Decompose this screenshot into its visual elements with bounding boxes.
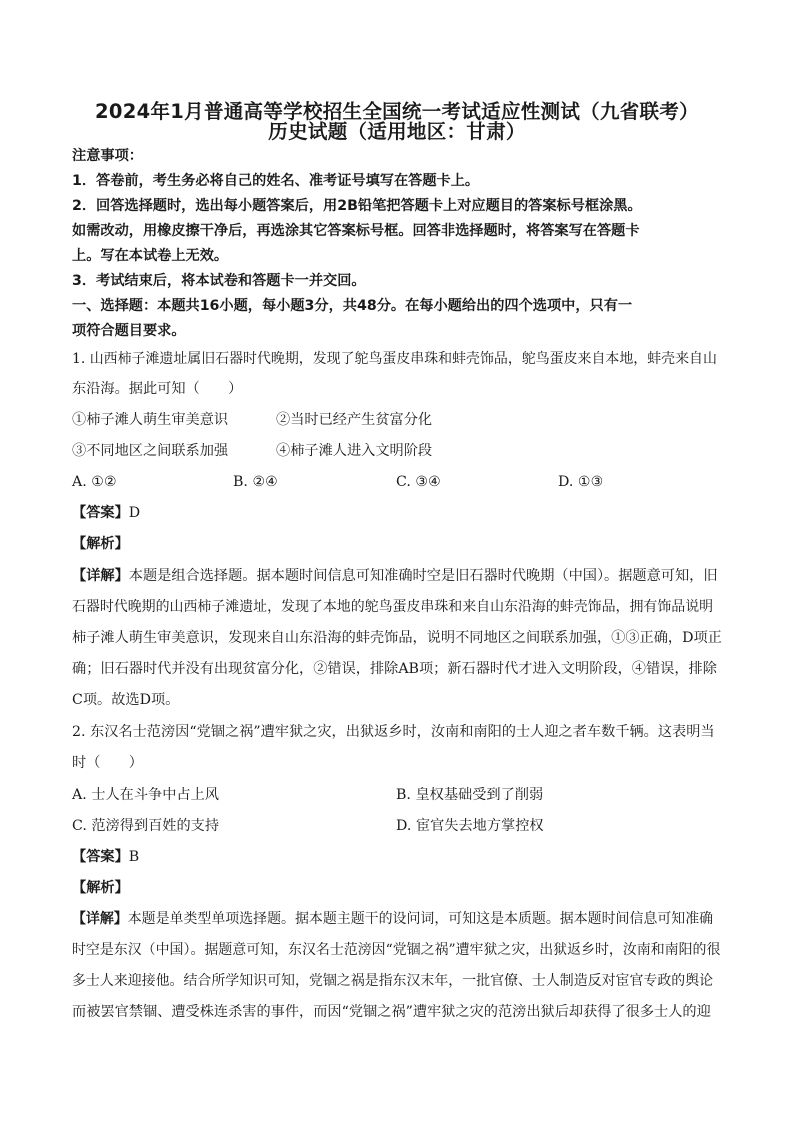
note-item: 如需改动，用橡皮擦干净后，再选涂其它答案标号框。回答非选择题时，将答案写在答题卡: [72, 223, 640, 239]
q2-answer: [72, 847, 722, 867]
q1-stem-cont: 东沿海。据此可知（ ）: [72, 381, 243, 397]
detail-tag: 【详解】: [72, 911, 128, 927]
q1-option-c: C. ③④: [396, 474, 441, 490]
note-item: 1．答卷前，考生务必将自己的姓名、准考证号填写在答题卡上。: [72, 173, 480, 189]
q1-statement-4: ④柿子滩人进入文明阶段: [276, 443, 433, 459]
section-heading-cont: 项符合题目要求。: [72, 323, 186, 339]
q1-detail-line: 确；旧石器时代并没有出现贫富分化，②错误，排除AB项；新石器时代才进入文明阶段，④错误，排除: [72, 661, 717, 677]
q2-analysis-tag: 【解析】: [72, 880, 129, 896]
answer-tag: 【答案】: [72, 505, 129, 521]
q2-stem: 2. 东汉名士范滂因“党锢之祸”遭牢狱之灾，出狱返乡时，汝南和南阳的士人迎之者车数千辆。这表明当: [72, 724, 715, 740]
q2-detail-line: 时空是东汉（中国）。据题意可知，东汉名士范滂因“党锢之祸”遭牢狱之灾，出狱返乡时，汝南和南阳的很: [72, 942, 721, 958]
q1-option-b: B. ②④: [233, 474, 278, 490]
q2-detail-line: 而被罢官禁锢、遭受株连杀害的事件，而因“党锢之祸”遭牢狱之灾的范滂出狱后却获得了很多士人的迎: [72, 1004, 711, 1020]
detail-text: 本题是单类型单项选择题。据本题主题干的设问词，可知这是本质题。据本题时间信息可知准确: [127, 911, 714, 927]
q2-stem-cont: 时（ ）: [72, 755, 143, 771]
q1-answer: [72, 503, 722, 523]
note-item: 上。写在本试卷上无效。: [72, 248, 229, 264]
notes-heading: 注意事项：: [72, 148, 143, 164]
q1-detail-line: 柿子滩人萌生审美意识，发现来自山东沿海的蚌壳饰品，说明不同地区之间联系加强，①③正确，D项正: [72, 630, 722, 646]
q1-analysis-tag: 【解析】: [72, 536, 129, 552]
note-item: 3．考试结束后，将本试卷和答题卡一并交回。: [72, 273, 366, 289]
q2-option-b: B. 皇权基础受到了削弱: [396, 787, 544, 803]
answer-value: B: [128, 849, 140, 865]
q2-detail-line: 多士人来迎接他。结合所学知识可知，党锢之祸是指东汉末年，一批官僚、士人制造反对宦官专政的舆论: [72, 973, 714, 989]
section-heading: 一、选择题：本题共16小题，每小题3分，共48分。在每小题给出的四个选项中，只有一: [72, 298, 633, 314]
q1-statement-1: ①柿子滩人萌生审美意识: [72, 412, 229, 428]
detail-tag: 【详解】: [72, 568, 129, 584]
q2-option-d: D. 宦官失去地方掌控权: [396, 818, 544, 834]
q1-option-a: A. ①②: [72, 474, 117, 490]
q1-detail-line: 石器时代晚期的山西柿子滩遗址，发现了本地的鸵鸟蛋皮串珠和来自山东沿海的蚌壳饰品，拥有饰品说明: [72, 599, 714, 615]
answer-tag: 【答案】: [72, 849, 129, 865]
q2-option-c: C. 范滂得到百姓的支持: [72, 818, 220, 834]
q1-statement-3: ③不同地区之间联系加强: [72, 443, 229, 459]
q1-stem: 1. 山西柿子滩遗址属旧石器时代晚期，发现了鸵鸟蛋皮串珠和蚌壳饰品，鸵鸟蛋皮来自本地，蚌壳来自山: [72, 351, 717, 367]
q2-option-a: A. 士人在斗争中占上风: [72, 787, 219, 803]
q1-option-d: D. ①③: [558, 474, 604, 490]
q2-detail: [72, 909, 722, 929]
q1-detail: [72, 566, 722, 586]
q1-detail-line: C项。故选D项。: [72, 692, 180, 708]
note-item: 2．回答选择题时，选出每小题答案后，用2B铅笔把答题卡上对应题目的答案标号框涂黑。: [72, 198, 642, 214]
exam-subtitle: 历史试题（适用地区：甘肃）: [268, 120, 526, 143]
detail-text: 本题是组合选择题。据本题时间信息可知准确时空是旧石器时代晚期（中国）。据题意可知，旧: [128, 568, 718, 584]
answer-value: D: [128, 505, 141, 521]
q1-statement-2: ②当时已经产生贫富分化: [276, 412, 433, 428]
exam-title: 2024年1月普通高等学校招生全国统一考试适应性测试（九省联考）: [95, 100, 699, 123]
